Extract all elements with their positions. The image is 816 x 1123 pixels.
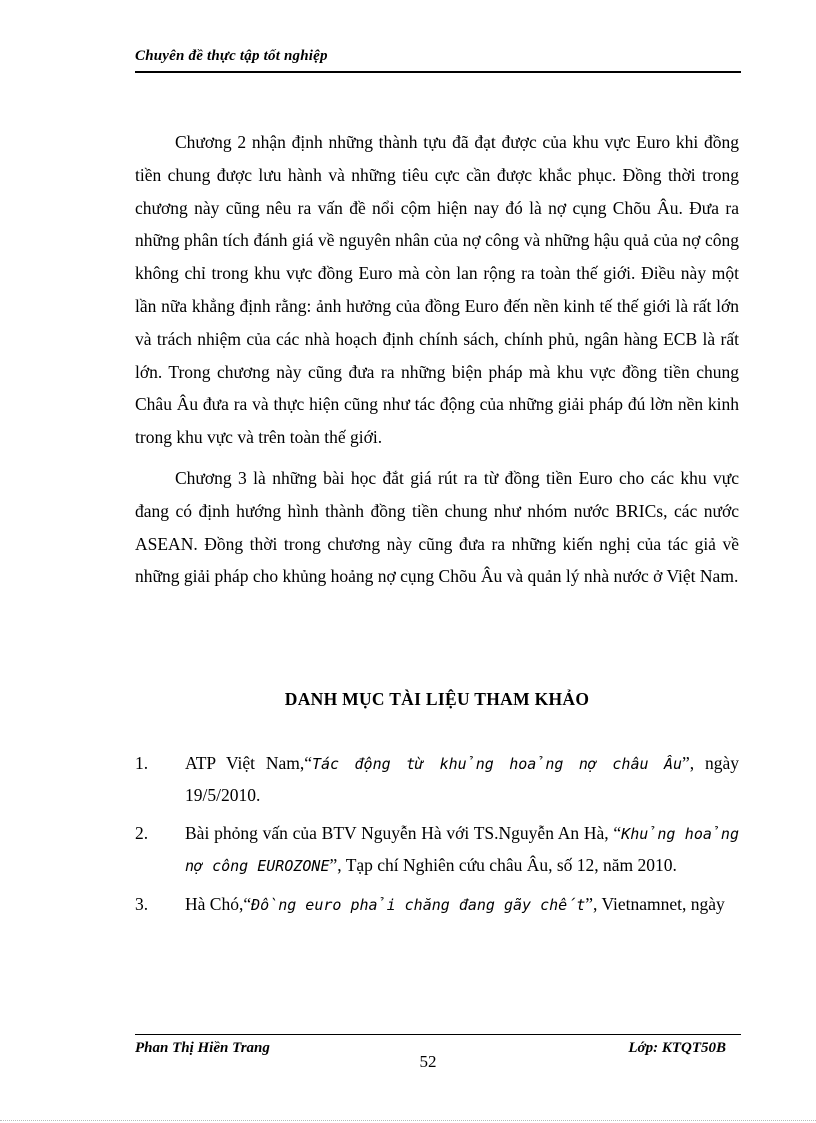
footer-class-label: Lớp: KTQT50B <box>628 1040 726 1056</box>
reference-title: Khủng hoảng nợ công EUROZONE <box>185 825 739 875</box>
footer-rule <box>135 1034 741 1035</box>
reference-text-after: ”, Tạp chí Nghiên cứu châu Âu, số 12, năm 2010. <box>329 854 677 875</box>
footer-author: Phan Thị Hiền Trang <box>135 1040 270 1056</box>
page-edge-divider <box>0 1120 816 1121</box>
reference-text-after: ”, ngày 19/5/2010. <box>185 753 739 805</box>
reference-text-before: Bài phỏng vấn của BTV Nguyễn Hà với TS.Nguyễn An Hà, “ <box>185 823 622 844</box>
reference-title: Tác động từ khủng hoảng nợ châu Âu <box>311 755 683 774</box>
reference-item <box>135 818 739 881</box>
reference-text-before: ATP Việt Nam,“ <box>185 753 312 774</box>
header-rule <box>135 71 741 73</box>
running-header: Chuyên đề thực tập tốt nghiệp <box>135 48 328 64</box>
reference-item <box>135 889 739 921</box>
paragraph-chapter-2: Chương 2 nhận định những thành tựu đã đạt được của khu vực Euro khi đồng tiền chung được lưu hành và những tiêu cực cần được khắc phục. Đồng thời trong chương này cũng nêu ra vấn đề nổi cộm hiện nay đó là nợ cụng Chõu Âu. Đưa ra những phân tích đánh giá về nguyên nhân của nợ công và những hậu quả của nợ công không chỉ trong khu vực đồng Euro mà còn lan rộng ra toàn thế giới. Điều này một lần nữa khẳng định rằng: ảnh hưởng của đồng Euro đến nền kinh tế thế giới là rất lớn và trách nhiệm của các nhà hoạch định chính sách, chính phủ, ngân hàng ECB là rất lớn. Trong chương này cũng đưa ra những biện pháp mà khu vực đồng tiền chung Châu Âu đưa ra và thực hiện cũng như tác động của những giải pháp đú lờn nền kinh trong khu vực và trên toàn thế giới. <box>135 132 739 448</box>
reference-title: Đồng euro phải chăng đang gãy chết <box>251 896 586 915</box>
reference-number: 1. <box>135 753 149 774</box>
paragraph-chapter-3: Chương 3 là những bài học đắt giá rút ra từ đồng tiền Euro cho các khu vực đang có định hướng hình thành đồng tiền chung như nhóm nước BRICs, các nước ASEAN. Đồng thời trong chương này cũng đưa ra những kiến nghị của tác giả về những giải pháp cho khủng hoảng nợ cụng Chõu Âu và quản lý nhà nước ở Việt Nam. <box>135 467 739 587</box>
page-content <box>135 126 739 929</box>
references-heading: DANH MỤC TÀI LIỆU THAM KHẢO <box>284 689 590 710</box>
references-list <box>135 748 739 921</box>
reference-number: 3. <box>135 894 149 915</box>
reference-number: 2. <box>135 823 149 844</box>
reference-item <box>135 748 739 810</box>
reference-text-before: Hà Chó,“ <box>185 894 252 915</box>
page-number: 52 <box>419 1052 437 1071</box>
reference-text-after: ”, Vietnamnet, ngày <box>585 894 725 915</box>
